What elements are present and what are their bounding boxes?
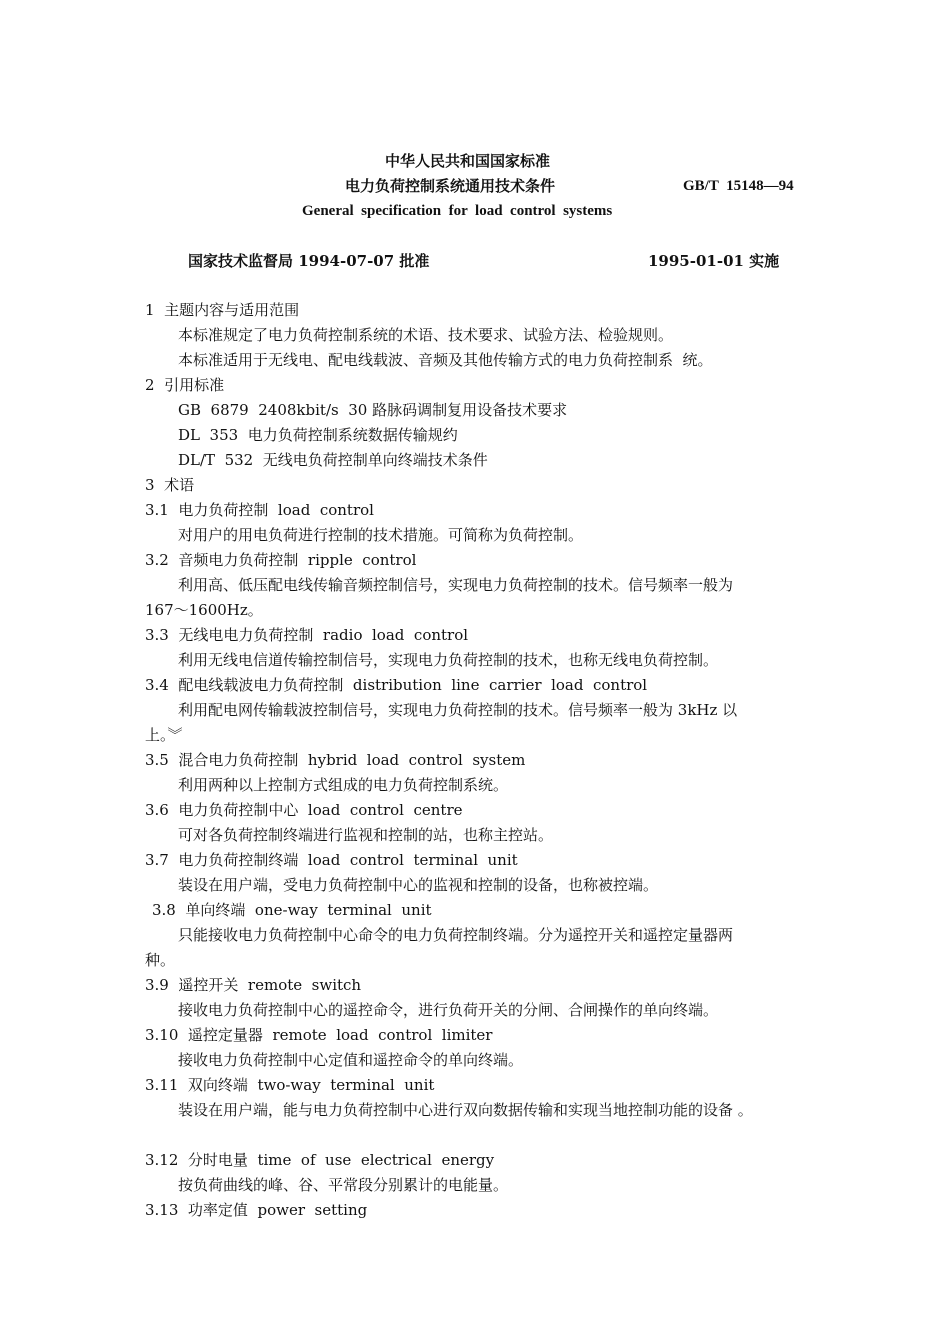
term-definition: 167～1600Hz。: [145, 601, 263, 619]
term-heading: 3.9 遥控开关 remote switch: [145, 976, 362, 994]
term-heading: 3.1 电力负荷控制 load control: [145, 501, 374, 519]
term-heading: 3.4 配电线载波电力负荷控制 distribution line carrier load control: [145, 676, 648, 694]
term-definition: 可对各负荷控制终端进行监视和控制的站，也称主控站。: [178, 826, 554, 844]
reference-item: GB 6879 2408kbit/s 30 路脉码调制复用设备技术要求: [178, 401, 568, 419]
term-heading: 3.10 遥控定量器 remote load control limiter: [145, 1026, 493, 1044]
term-heading: 3.7 电力负荷控制终端 load control terminal unit: [145, 851, 518, 869]
section-heading: 1 主题内容与适用范围: [145, 301, 300, 319]
term-definition: 对用户的用电负荷进行控制的技术措施。可简称为负荷控制。: [178, 526, 584, 544]
term-heading: 3.6 电力负荷控制中心 load control centre: [145, 801, 463, 819]
paragraph-line: 本标准规定了电力负荷控制系统的术语、技术要求、试验方法、检验规则。: [178, 326, 674, 344]
term-definition: 利用无线电信道传输控制信号，实现电力负荷控制的技术，也称无线电负荷控制。: [178, 651, 719, 669]
section-heading: 2 引用标准: [145, 376, 225, 394]
term-definition: 装设在用户端，受电力负荷控制中心的监视和控制的设备，也称被控端。: [178, 876, 659, 894]
term-definition: 种。: [145, 951, 176, 969]
term-definition: 利用高、低压配电线传输音频控制信号，实现电力负荷控制的技术。信号频率一般为: [178, 576, 734, 594]
term-definition: 接收电力负荷控制中心定值和遥控命令的单向终端。: [178, 1051, 524, 1069]
approval-line: 国家技术监督局 1994-07-07 批准: [188, 252, 430, 270]
standard-title-cn: 电力负荷控制系统通用技术条件: [345, 177, 556, 195]
term-definition: 利用配电网传输载波控制信号，实现电力负荷控制的技术。信号频率一般为 3kHz 以: [178, 701, 738, 719]
term-heading: 3.11 双向终端 two-way terminal unit: [145, 1076, 435, 1094]
section-heading: 3 术语: [145, 476, 195, 494]
reference-item: DL 353 电力负荷控制系统数据传输规约: [178, 426, 458, 444]
term-heading: 3.13 功率定值 power setting: [145, 1201, 368, 1219]
term-heading: 3.3 无线电电力负荷控制 radio load control: [145, 626, 469, 644]
term-definition: 接收电力负荷控制中心的遥控命令，进行负荷开关的分闸、合闸操作的单向终端。: [178, 1001, 719, 1019]
standard-code: GB/T 15148—94: [683, 178, 794, 194]
reference-item: DL/T 532 无线电负荷控制单向终端技术条件: [178, 451, 488, 469]
term-heading: 3.5 混合电力负荷控制 hybrid load control system: [145, 751, 526, 769]
term-heading: 3.8 单向终端 one-way terminal unit: [152, 901, 432, 919]
term-definition: 上。︾: [145, 726, 183, 744]
implementation-date: 1995-01-01 实施: [648, 252, 780, 270]
term-heading: 3.2 音频电力负荷控制 ripple control: [145, 551, 417, 569]
term-heading: 3.12 分时电量 time of use electrical energy: [145, 1151, 495, 1169]
standard-title-en: General specification for load control systems: [302, 203, 613, 219]
term-definition: 利用两种以上控制方式组成的电力负荷控制系统。: [178, 776, 509, 794]
national-standard-title: 中华人民共和国国家标准: [385, 152, 551, 170]
term-definition: 装设在用户端，能与电力负荷控制中心进行双向数据传输和实现当地控制功能的设备 。: [178, 1101, 753, 1119]
term-definition: 只能接收电力负荷控制中心命令的电力负荷控制终端。分为遥控开关和遥控定量器两: [178, 926, 734, 944]
term-definition: 按负荷曲线的峰、谷、平常段分别累计的电能量。: [178, 1176, 509, 1194]
paragraph-line: 本标准适用于无线电、配电线载波、音频及其他传输方式的电力负荷控制系 统。: [178, 351, 713, 369]
